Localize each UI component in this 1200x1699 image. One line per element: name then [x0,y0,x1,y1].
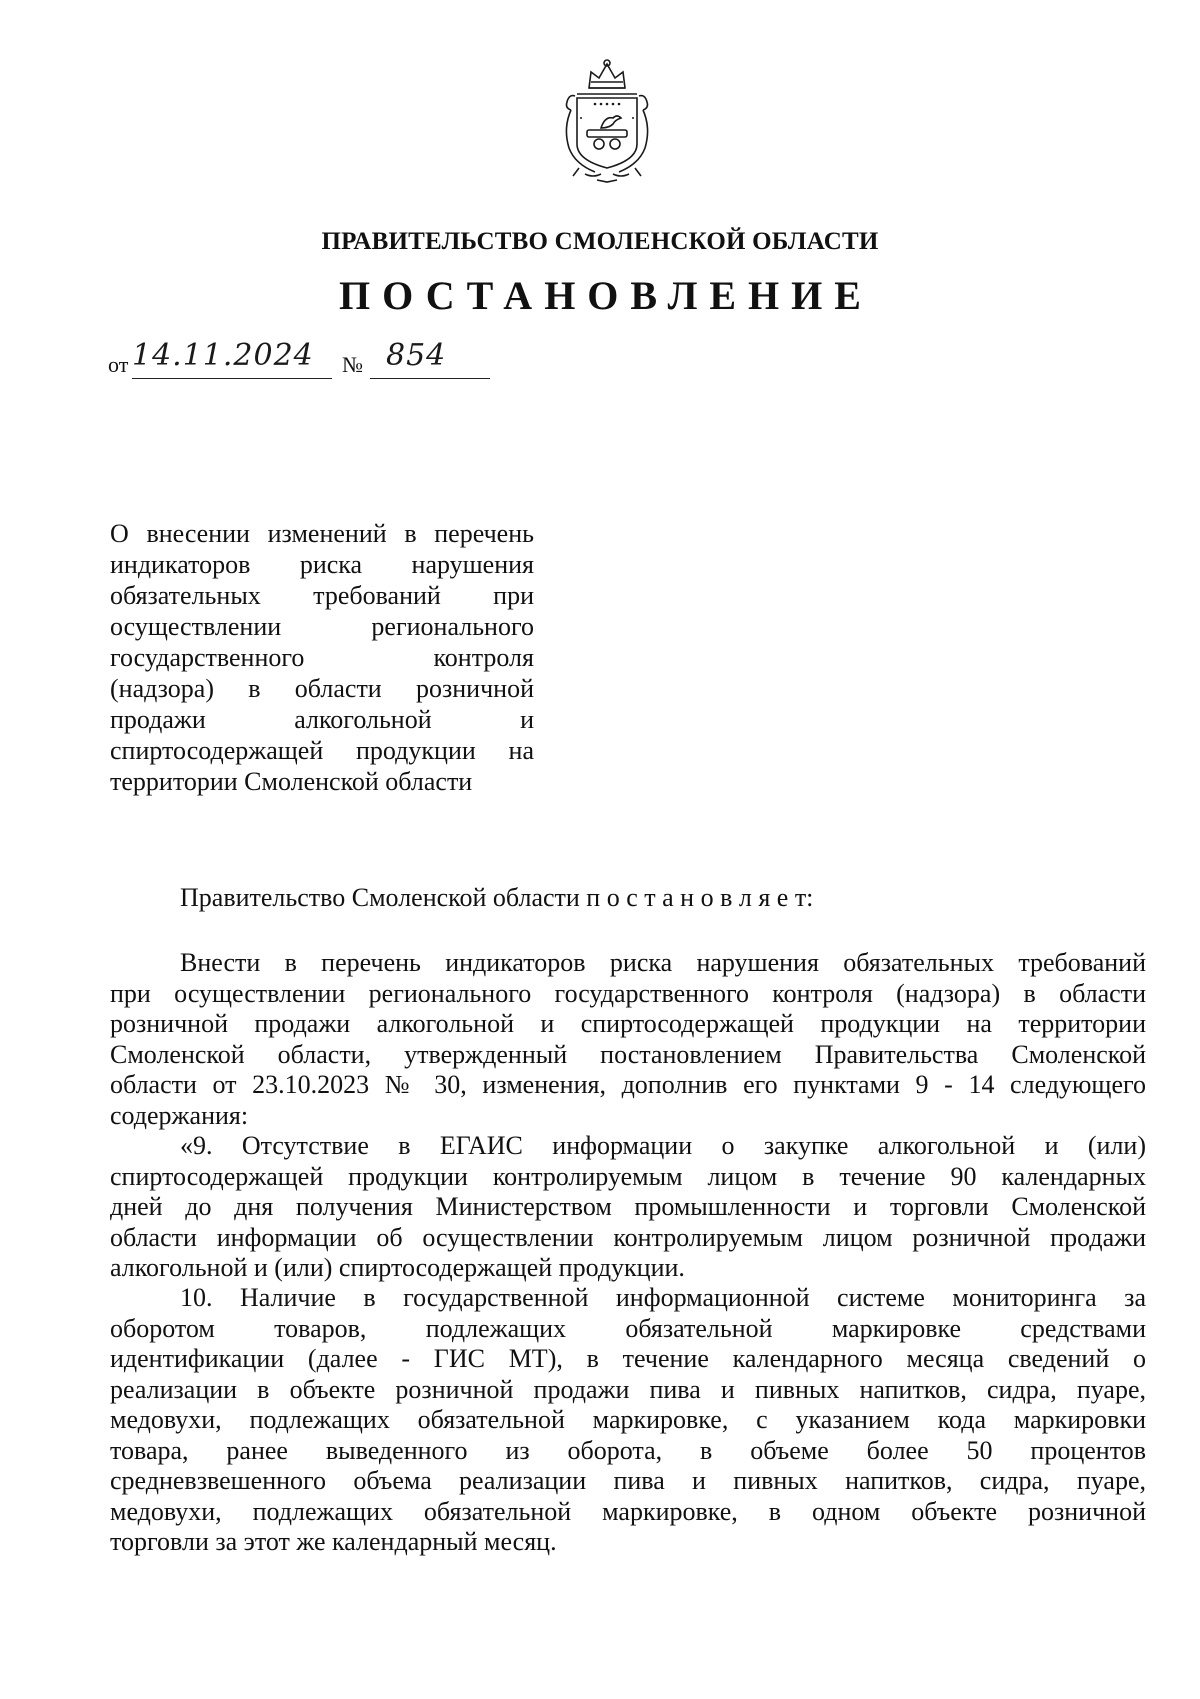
subject-line: продажи алкогольной и [110,705,534,734]
document-subject [110,518,534,797]
paragraph-line: товара, ранее выведенного из оборота, в объеме более 50 процентов [110,1435,1146,1465]
paragraph-line: медовухи, подлежащих обязательной маркировке, в одном объекте розничной [110,1496,1146,1526]
paragraph-item-10 [110,1283,1146,1558]
number-label: № [342,352,363,377]
paragraph-line: 10. Наличие в государственной информационной системе мониторинга за [180,1283,1146,1312]
paragraph-line: области от 23.10.2023 № 30, изменения, дополнив его пунктами 9 - 14 следующего [110,1070,1146,1099]
paragraph-line: медовухи, подлежащих обязательной маркировке, с указанием кода маркировки [110,1405,1146,1434]
paragraph-line: содержания: [110,1100,249,1130]
paragraph-line: Смоленской области, утвержденный постановлением Правительства Смоленской [110,1039,1146,1069]
subject-line: обязательных требований при [110,581,534,610]
paragraph-line: идентификации (далее - ГИС МТ), в течение календарного месяца сведений о [110,1344,1146,1373]
paragraph-main [110,948,1146,1131]
paragraph-line: реализации в объекте розничной продажи пива и пивных напитков, сидра, пуаре, [110,1374,1146,1404]
paragraph-line: при осуществлении регионального государственного контроля (надзора) в области [110,978,1146,1008]
date-label: от [108,352,129,377]
date-value: 14.11.2024 [132,338,314,373]
paragraph-line: розничной продажи алкогольной и спиртосодержащей продукции на территории [110,1009,1146,1038]
document-type-title: ПОСТАНОВЛЕНИЕ [339,273,873,318]
paragraph-line: алкогольной и (или) спиртосодержащей продукции. [110,1253,685,1282]
paragraph-item-9 [110,1131,1146,1284]
paragraph-line: Внести в перечень индикаторов риска нарушения обязательных требований [180,948,1146,977]
subject-line: О внесении изменений в перечень [110,519,534,548]
paragraph-line: спиртосодержащей продукции контролируемым лицом в течение 90 календарных [110,1161,1146,1191]
paragraph-line: области информации об осуществлении контролируемым лицом розничной продажи [110,1222,1146,1252]
subject-line: спиртосодержащей продукции на [110,736,534,765]
paragraph-line: «9. Отсутствие в ЕГАИС информации о закупке алкогольной и (или) [180,1131,1146,1160]
paragraph-line: торговли за этот же календарный месяц. [110,1527,557,1556]
number-value: 854 [386,338,447,373]
smolensk-coat-of-arms-icon [555,58,659,186]
date-underline [132,378,332,379]
subject-line: территории Смоленской области [110,767,473,796]
resolution-intro: Правительство Смоленской области п о с т а н о в л я е т: [180,883,814,912]
number-underline [370,378,490,379]
paragraph-line: средневзвешенного объема реализации пива и пивных напитков, сидра, пуаре, [110,1466,1146,1495]
paragraph-line: оборотом товаров, подлежащих обязательной маркировке средствами [110,1313,1146,1343]
paragraph-line: дней до дня получения Министерством промышленности и торговли Смоленской [110,1192,1146,1221]
subject-line: осуществлении регионального [110,612,534,641]
subject-line: государственного контроля [110,643,534,672]
subject-line: (надзора) в области розничной [110,674,534,703]
government-title: ПРАВИТЕЛЬСТВО СМОЛЕНСКОЙ ОБЛАСТИ [321,228,879,255]
subject-line: индикаторов риска нарушения [110,550,534,579]
